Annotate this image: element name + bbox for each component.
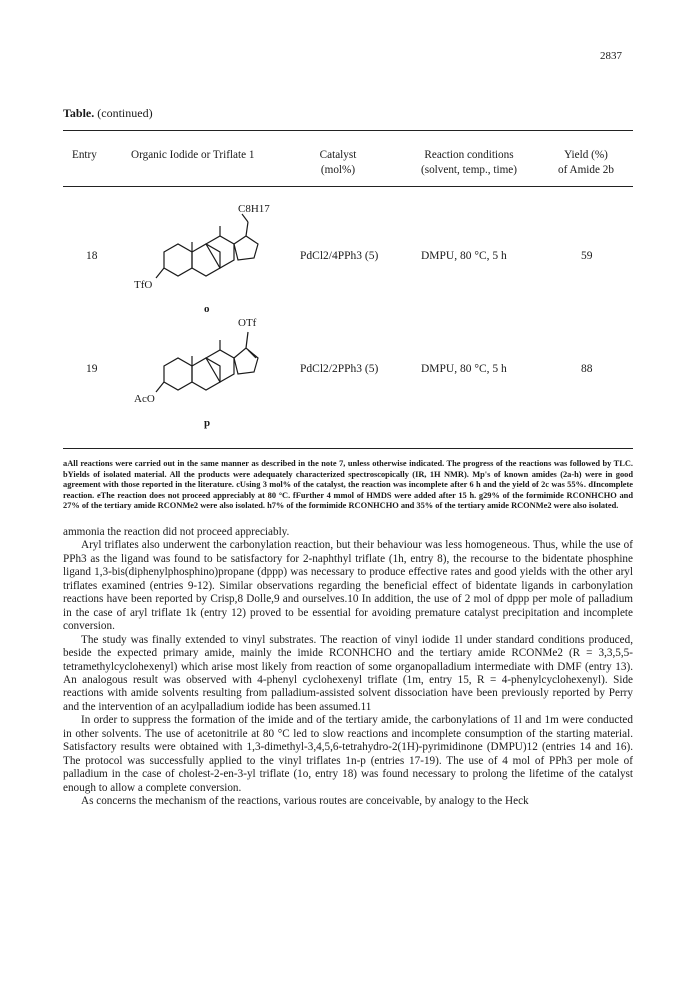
header-entry: Entry bbox=[72, 149, 97, 161]
footnote-d: dIncomplete reaction. bbox=[63, 480, 633, 500]
row-18-entry: 18 bbox=[86, 250, 98, 262]
body-text bbox=[63, 526, 633, 809]
table-footnotes bbox=[63, 459, 633, 512]
compound-p-substituent-top: OTf bbox=[238, 317, 257, 329]
header-conditions bbox=[406, 148, 532, 178]
paragraph-4: In order to suppress the formation of the imide and of the tertiary amide, the carbonylations of 1l and 1m were conducted in other solvents. The use of acetonitrile at 80 °C led to slow reactions and incomplete consumption of the starting material. Satisfactory results were obtained with 1,3-dimethyl-3,4,5,6-tetrahydro-2(1H)-pyrimidinone (DMPU)12 (entries 14 and 16). The protocol was successfully applied to the vinyl triflates 1n-p (entries 17-19). The use of 4 mol of PPh3 per mole of palladium in the case of cholest-2-en-3-yl triflate (1o, entry 18) was found necessary to prolong the lifetime of the catalyst enough to allow a complete conversion. bbox=[63, 714, 633, 794]
compound-o-label: o bbox=[204, 303, 210, 315]
row-19-conditions: DMPU, 80 °C, 5 h bbox=[421, 363, 507, 375]
row-19-catalyst: PdCl2/2PPh3 (5) bbox=[300, 363, 379, 375]
footnote-f: fFurther 4 mmol of HMDS were added after 15 h. bbox=[292, 490, 479, 500]
compound-p-structure bbox=[128, 314, 298, 432]
header-conditions-line1: Reaction conditions bbox=[424, 149, 514, 161]
footnote-a: aAll reactions were carried out in the same manner as described in the note 7, unless otherwise indicated. The progress of the reactions was followed by TLC. bbox=[63, 459, 633, 468]
compound-o-substituent-top: C8H17 bbox=[238, 203, 270, 215]
page-number: 2837 bbox=[600, 50, 622, 62]
compound-p-label: p bbox=[204, 417, 211, 429]
paragraph-5: As concerns the mechanism of the reactions, various routes are conceivable, by analogy to the Heck bbox=[81, 795, 529, 808]
header-catalyst-line2: (mol%) bbox=[320, 164, 356, 176]
row-18-yield: 59 bbox=[581, 250, 593, 262]
paragraph-3: The study was finally extended to vinyl substrates. The reaction of vinyl iodide 1l under standard conditions produced, beside the expected primary amide, mainly the imide RCONHCHO and the tertiary amide RCONMe2 (R = 3,3,5,5-tetramethylcyclohexenyl) which arise most likely from reaction of some organopalladium intermediate with DMF (entry 13). An analogous result was observed with 4-phenyl cyclohexenyl triflate (1m, entry 15, R = 4-phenylcyclohexenyl). Side reactions with amide solvents resulting from palladium-assisted solvent dissociation have been previously reported by Perry and the intervention of an acylpalladium iodide has been assumed.11 bbox=[63, 633, 633, 713]
table-caption-label: Table. bbox=[63, 106, 95, 120]
header-iodide: Organic Iodide or Triflate 1 bbox=[131, 149, 255, 161]
table-bottom-rule bbox=[63, 448, 633, 449]
header-catalyst bbox=[300, 148, 376, 178]
row-19-entry: 19 bbox=[86, 363, 98, 375]
header-yield-line1: Yield (%) bbox=[564, 149, 608, 161]
header-catalyst-line1: Catalyst bbox=[319, 149, 357, 161]
compound-o-substituent-bottom: TfO bbox=[134, 279, 153, 291]
footnote-c: cUsing 3 mol% of the catalyst, the reaction was incomplete after 6 h and the yield of 2c was 55%. bbox=[236, 480, 589, 490]
row-18-catalyst: PdCl2/4PPh3 (5) bbox=[300, 250, 379, 262]
row-19-yield: 88 bbox=[581, 363, 593, 375]
footnote-e: eThe reaction does not proceed appreciably at 80 °C. bbox=[96, 490, 293, 500]
table-header-rule bbox=[63, 186, 633, 187]
compound-p-substituent-bottom: AcO bbox=[134, 393, 155, 405]
footnote-b: bYields of isolated material. All the products were adequately characterized spectroscopically (IR, 1H NMR). Mp's of known amides (2a-h) were in good agreement with those reported in the literature. bbox=[63, 469, 633, 490]
paragraph-2: Aryl triflates also underwent the carbonylation reaction, but their behaviour was less homogeneous. Thus, while the use of PPh3 as the ligand was found to be satisfactory for 2-naphthyl triflate (1h, entry 8), the recourse to the bidentate phosphine ligand 1,3-bis(diphenylphosphino)propane (dppp) was necessary to produce effective rates and good yields with the other aryl triflates examined (entries 9-12). Similar observations regarding the beneficial effect of bidentate ligands in carbonylation reactions have been reported by Crisp,8 Dolle,9 and ourselves.10 In addition, the use of 2 mol of dppp per mole of palladium in the case of aryl triflate 1k (entry 12) proved to be essential for avoiding premature catalyst precipitation and incomplete conversion. bbox=[63, 539, 633, 633]
table-top-rule bbox=[63, 130, 633, 131]
compound-o-structure bbox=[128, 200, 298, 318]
table-caption-rest: (continued) bbox=[94, 106, 153, 120]
paragraph-1: ammonia the reaction did not proceed appreciably. bbox=[63, 526, 290, 538]
row-18-conditions: DMPU, 80 °C, 5 h bbox=[421, 250, 507, 262]
table-caption bbox=[63, 106, 153, 121]
footnote-g: g29% of the formimide RCONHCHO and 27% of the tertiary amide RCONMe2 were also isolated. bbox=[63, 490, 633, 511]
header-conditions-line2: (solvent, temp., time) bbox=[420, 164, 517, 176]
footnote-h: h7% of the formimide RCONHCHO and 35% of the tertiary amide RCONMe2 were also isolated. bbox=[267, 501, 619, 511]
header-yield bbox=[538, 148, 634, 178]
header-yield-line2: of Amide 2b bbox=[558, 164, 614, 176]
